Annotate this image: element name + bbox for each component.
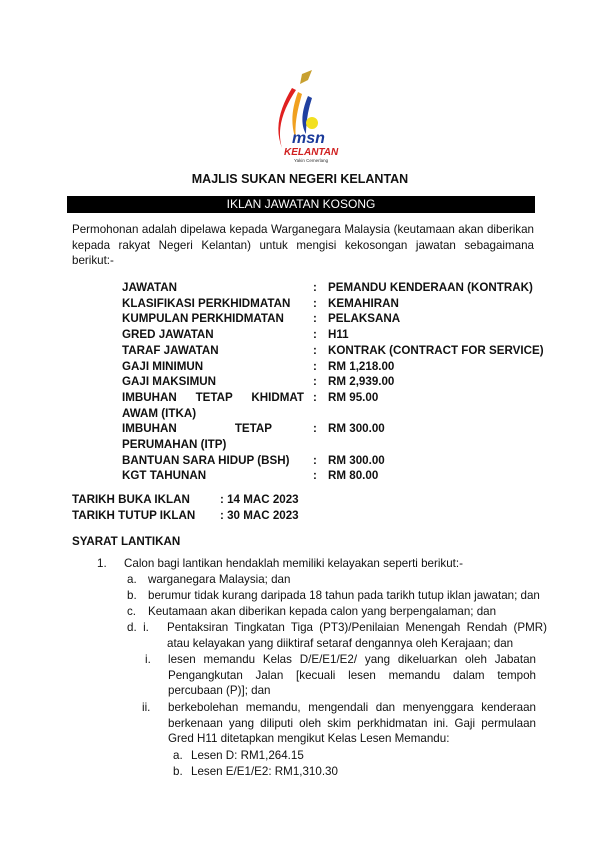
detail-label: IMBUHAN TETAP PERUMAHAN (ITP): [122, 422, 272, 451]
detail-colon: :: [313, 296, 317, 310]
detail-value: PELAKSANA: [328, 312, 401, 326]
item-marker: a.: [173, 749, 183, 762]
detail-colon: :: [313, 469, 317, 483]
detail-value: RM 1,218.00: [328, 359, 395, 373]
svg-text:Yakin Cemerlang: Yakin Cemerlang: [294, 158, 329, 163]
detail-label: GRED JAWATAN: [122, 328, 214, 342]
detail-colon: :: [313, 312, 317, 326]
detail-value: KONTRAK (CONTRACT FOR SERVICE): [328, 343, 544, 357]
detail-label: TARAF JAWATAN: [122, 343, 219, 357]
close-date-label: TARIKH TUTUP IKLAN: [72, 508, 196, 522]
detail-colon: :: [313, 343, 317, 357]
detail-label: KGT TAHUNAN: [122, 469, 207, 483]
detail-colon: :: [313, 453, 317, 467]
item-text: berumur tidak kurang daripada 18 tahun pada tarikh tutup iklan jawatan; dan: [148, 589, 540, 602]
open-date-value: : 14 MAC 2023: [220, 493, 299, 506]
detail-value: KEMAHIRAN: [328, 296, 399, 310]
svg-text:msn: msn: [292, 130, 325, 147]
detail-colon: :: [313, 390, 317, 404]
intro-paragraph: Permohonan adalah dipelawa kepada Warganegara Malaysia (keutamaan akan diberikan kepada rakyat Negeri Kelantan) untuk mengisi kekosongan jawatan sebagaimana berikut:-: [72, 223, 534, 268]
item-text: Calon bagi lantikan hendaklah memiliki kelayakan seperti berikut:-: [124, 557, 463, 570]
detail-value: RM 95.00: [328, 390, 379, 404]
item-text: Pentaksiran Tingkatan Tiga (PT3)/Penilaian Menengah Rendah (PMR) atau kelayakan yang diiktiraf setaraf dengannya oleh Kerajaan; dan: [167, 621, 547, 650]
detail-label: GAJI MAKSIMUN: [122, 375, 217, 389]
item-marker: c.: [127, 605, 137, 618]
detail-colon: :: [313, 328, 317, 342]
detail-label: KUMPULAN PERKHIDMATAN: [122, 312, 284, 326]
detail-label: KLASIFIKASI PERKHIDMATAN: [122, 296, 291, 310]
detail-colon: :: [313, 359, 317, 373]
close-date-value: : 30 MAC 2023: [220, 508, 299, 522]
organization-title: MAJLIS SUKAN NEGERI KELANTAN: [191, 172, 409, 186]
detail-label: BANTUAN SARA HIDUP (BSH): [122, 453, 290, 467]
detail-label: GAJI MINIMUN: [122, 359, 204, 373]
detail-value: RM 80.00: [328, 469, 379, 483]
item-marker: ii.: [142, 701, 151, 714]
item-marker: a.: [127, 573, 137, 586]
detail-value: H11: [328, 328, 349, 342]
item-marker: d. i.: [127, 621, 149, 634]
detail-value: RM 300.00: [328, 453, 385, 467]
banner-title: IKLAN JAWATAN KOSONG: [67, 196, 535, 213]
detail-value: PEMANDU KENDERAAN (KONTRAK): [328, 281, 533, 294]
section-title: SYARAT LANTIKAN: [72, 535, 181, 548]
detail-colon: :: [313, 422, 317, 436]
item-number: 1.: [97, 557, 107, 570]
item-text: Lesen D: RM1,264.15: [191, 749, 304, 762]
svg-text:KELANTAN: KELANTAN: [284, 147, 339, 158]
open-date-label: TARIKH BUKA IKLAN: [72, 493, 190, 506]
item-text: berkebolehan memandu, mengendali dan menyenggara kenderaan berkenaan yang diliputi oleh skim perkhidmatan ini. Gaji permulaan Gred H11 ditetapkan mengikut Kelas Lesen Memandu:: [168, 701, 536, 746]
item-text: Keutamaan akan diberikan kepada calon yang berpengalaman; dan: [148, 605, 497, 618]
detail-label: JAWATAN: [122, 281, 177, 294]
detail-colon: :: [313, 281, 317, 294]
detail-colon: :: [313, 375, 317, 389]
item-text: warganegara Malaysia; dan: [148, 573, 291, 586]
item-marker: b.: [173, 765, 183, 778]
item-marker: i.: [145, 653, 151, 666]
detail-value: RM 300.00: [328, 422, 385, 436]
msn-kelantan-logo: [262, 68, 342, 166]
item-text: Lesen E/E1/E2: RM1,310.30: [191, 765, 338, 778]
item-marker: b.: [127, 589, 137, 602]
detail-value: RM 2,939.00: [328, 375, 395, 389]
detail-label: IMBUHAN TETAP KHIDMAT AWAM (ITKA): [122, 390, 304, 420]
item-text: lesen memandu Kelas D/E/E1/E2/ yang dikeluarkan oleh Jabatan Pengangkutan Jalan [kecuali lesen memandu dalam tempoh percubaan (P)]; dan: [168, 653, 536, 698]
